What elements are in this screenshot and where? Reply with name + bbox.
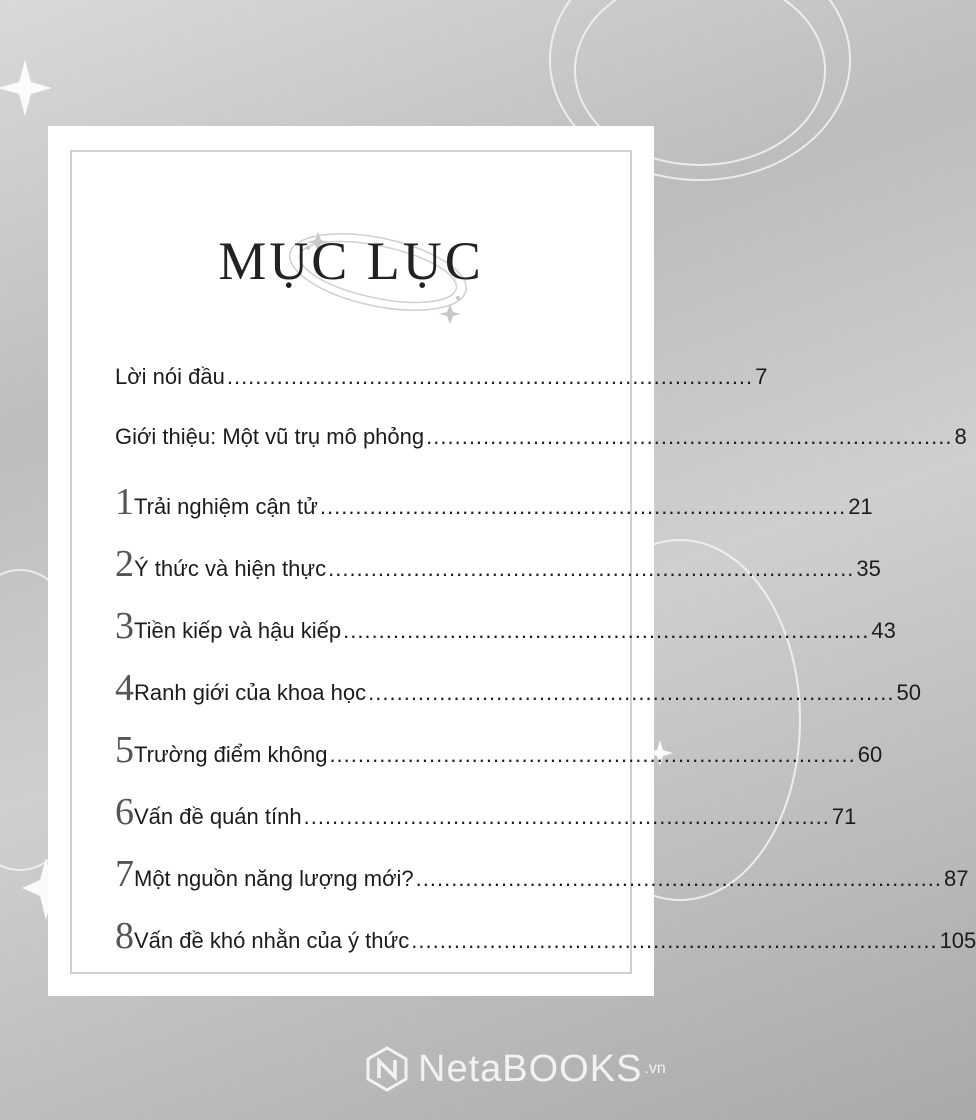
- netabooks-watermark: [364, 1046, 666, 1092]
- toc-leader-dots: ..........................................................................: [426, 424, 953, 449]
- toc-leader-dots: ..........................................................................: [319, 494, 847, 519]
- chapter-number: 8: [115, 915, 134, 957]
- page-title: MỤC LỤC: [218, 231, 484, 291]
- toc-entry-label: Ý thức và hiện thực: [134, 556, 327, 581]
- toc-leader-dots: ..........................................................................: [303, 804, 830, 829]
- toc-entry: [115, 604, 896, 647]
- toc-entry: [115, 914, 976, 957]
- toc-entry-label: Trải nghiệm cận tử: [134, 494, 318, 519]
- toc-leader-dots: ..........................................................................: [415, 866, 942, 891]
- chapter-number: 4: [115, 667, 134, 709]
- netabooks-logo-icon: [364, 1046, 410, 1092]
- toc-leader-dots: ..........................................................................: [368, 680, 895, 705]
- toc-entry: [115, 790, 857, 833]
- toc-entry-page: 60: [857, 742, 883, 767]
- toc-entry: [115, 364, 768, 404]
- toc-entry-page: 87: [943, 866, 969, 891]
- toc-entry-page: 21: [848, 494, 873, 519]
- chapter-number: 7: [115, 853, 134, 895]
- chapter-number: 3: [115, 605, 134, 647]
- toc-entry-page: 35: [856, 556, 881, 581]
- toc-entry-label: Tiền kiếp và hậu kiếp: [134, 618, 342, 643]
- toc-entry-label: Vấn đề khó nhằn của ý thức: [134, 928, 410, 953]
- toc-entry: [115, 480, 873, 523]
- watermark-brand-text: NetaBOOKS: [418, 1047, 643, 1090]
- chapter-number: 2: [115, 543, 134, 585]
- table-of-contents-card: [48, 126, 976, 996]
- toc-entry-page: 50: [896, 680, 921, 705]
- toc-entry-page: 71: [831, 804, 857, 829]
- card-inner-border: [70, 150, 976, 974]
- toc-entry-label: Vấn đề quán tính: [134, 804, 302, 829]
- toc-entry-page: 43: [871, 618, 896, 643]
- toc-entry: [115, 852, 969, 895]
- toc-entry-label: Ranh giới của khoa học: [134, 680, 367, 705]
- watermark-suffix-text: .vn: [644, 1060, 666, 1077]
- toc-entry-page: 105: [939, 928, 976, 953]
- toc-entry: [115, 666, 921, 709]
- chapter-number: 5: [115, 729, 134, 771]
- toc-leader-dots: ..........................................................................: [411, 928, 938, 953]
- toc-leader-dots: ..........................................................................: [328, 556, 855, 581]
- toc-entry: [115, 424, 967, 464]
- chapter-number: 1: [115, 481, 134, 523]
- toc-entry: [115, 542, 881, 585]
- toc-entry-label: Giới thiệu: Một vũ trụ mô phỏng: [115, 424, 425, 449]
- chapter-number: 6: [115, 791, 134, 833]
- toc-leader-dots: ..........................................................................: [329, 742, 856, 767]
- toc-leader-dots: ..........................................................................: [226, 364, 754, 389]
- toc-entry-page: 7: [755, 364, 768, 389]
- toc-entry: [115, 728, 883, 771]
- toc-leader-dots: ..........................................................................: [343, 618, 870, 643]
- toc-entry-page: 8: [954, 424, 967, 449]
- toc-entry-label: Một nguồn năng lượng mới?: [134, 866, 414, 891]
- toc-entry-label: Lời nói đầu: [115, 364, 225, 389]
- toc-entry-label: Trường điểm không: [134, 742, 328, 767]
